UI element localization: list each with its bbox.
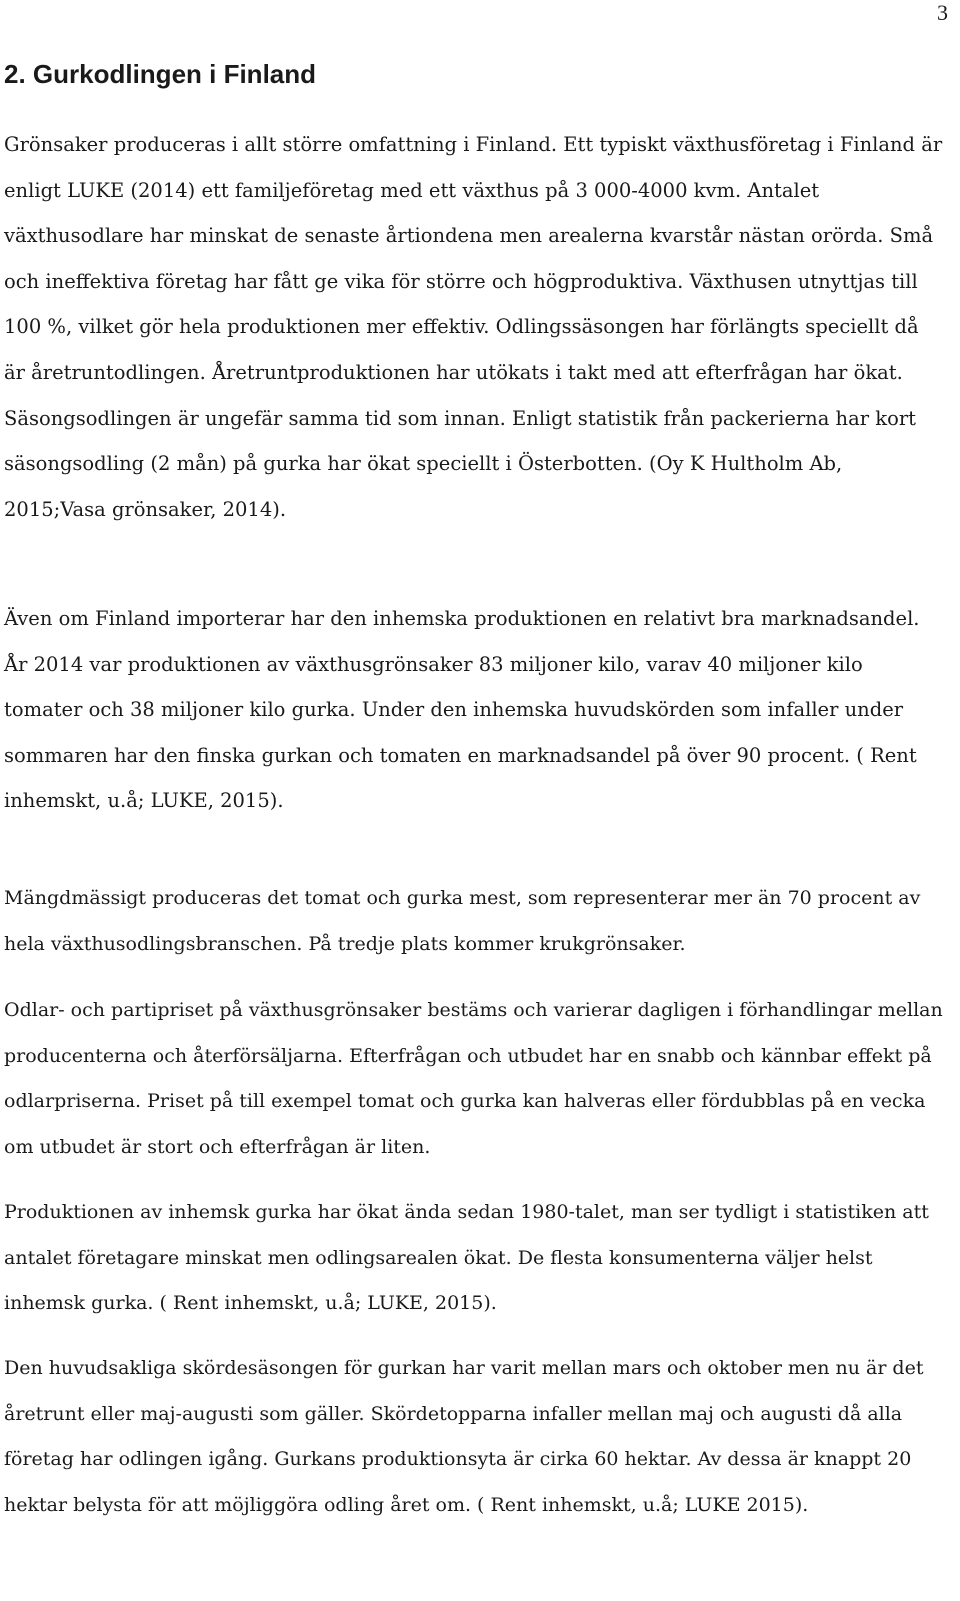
paragraph-market-share: Även om Finland importerar har den inhemska produktionen en relativt bra marknadsandel. År 2014 var produktionen av växthusgrönsaker 83 miljoner kilo, varav 40 miljoner kilo tomater och 38 miljoner kilo gurka. Under den inhemska huvudskörden som infaller under sommaren har den finska gurkan och tomaten en marknadsandel på över 90 procent. ( Rent inhemskt, u.å; LUKE, 2015).	[4, 607, 920, 813]
paragraph-cucumber-production: Produktionen av inhemsk gurka har ökat ända sedan 1980-talet, man ser tydligt i statistiken att antalet företagare minskat men odlingsarealen ökat. De flesta konsumenterna väljer helst inhemsk gurka. ( Rent inhemskt, u.å; LUKE, 2015).	[4, 1201, 929, 1315]
section-heading: 2. Gurkodlingen i Finland	[4, 59, 317, 89]
paragraph-pricing: Odlar- och partipriset på växthusgrönsaker bestäms och varierar dagligen i förhandlingar mellan producenterna och återförsäljarna. Efterfrågan och utbudet har en snabb och kännbar effekt på odlarpriserna. Priset på till exempel tomat och gurka kan halveras eller fördubblas på en vecka om utbudet är stort och efterfrågan är liten.	[4, 999, 943, 1158]
paragraph-harvest-season: Den huvudsakliga skördesäsongen för gurkan har varit mellan mars och oktober men nu är det åretrunt eller maj-augusti som gäller. Skördetopparna infaller mellan maj och augusti då alla företag har odlingen igång. Gurkans produktionsyta är cirka 60 hektar. Av dessa är knappt 20 hektar belysta för att möjliggöra odling året om. ( Rent inhemskt, u.å; LUKE 2015).	[4, 1357, 924, 1516]
paragraph-volume: Mängdmässigt produceras det tomat och gurka mest, som representerar mer än 70 procent av hela växthusodlingsbranschen. På tredje plats kommer krukgrönsaker.	[4, 887, 921, 955]
paragraph-greenhouse-overview: Grönsaker produceras i allt större omfattning i Finland. Ett typiskt växthusföretag i Finland är enligt LUKE (2014) ett familjeföretag med ett växthus på 3 000-4000 kvm. Antalet växthusodlare har minskat de senaste årtiondena men arealerna kvarstår nästan orörda. Små och ineffektiva företag har fått ge vika för större och högproduktiva. Växthusen utnyttjas till 100 %, vilket gör hela produktionen mer effektiv. Odlingssäsongen har förlängts speciellt då är åretruntodlingen. Åretruntproduktionen har utökats i takt med att efterfrågan har ökat. Säsongsodlingen är ungefär samma tid som innan. Enligt statistik från packerierna har kort säsongsodling (2 mån) på gurka har ökat speciellt i Österbotten. (Oy K Hultholm Ab, 2015;Vasa grönsaker, 2014).	[4, 133, 943, 521]
page-number: 3	[937, 0, 948, 25]
